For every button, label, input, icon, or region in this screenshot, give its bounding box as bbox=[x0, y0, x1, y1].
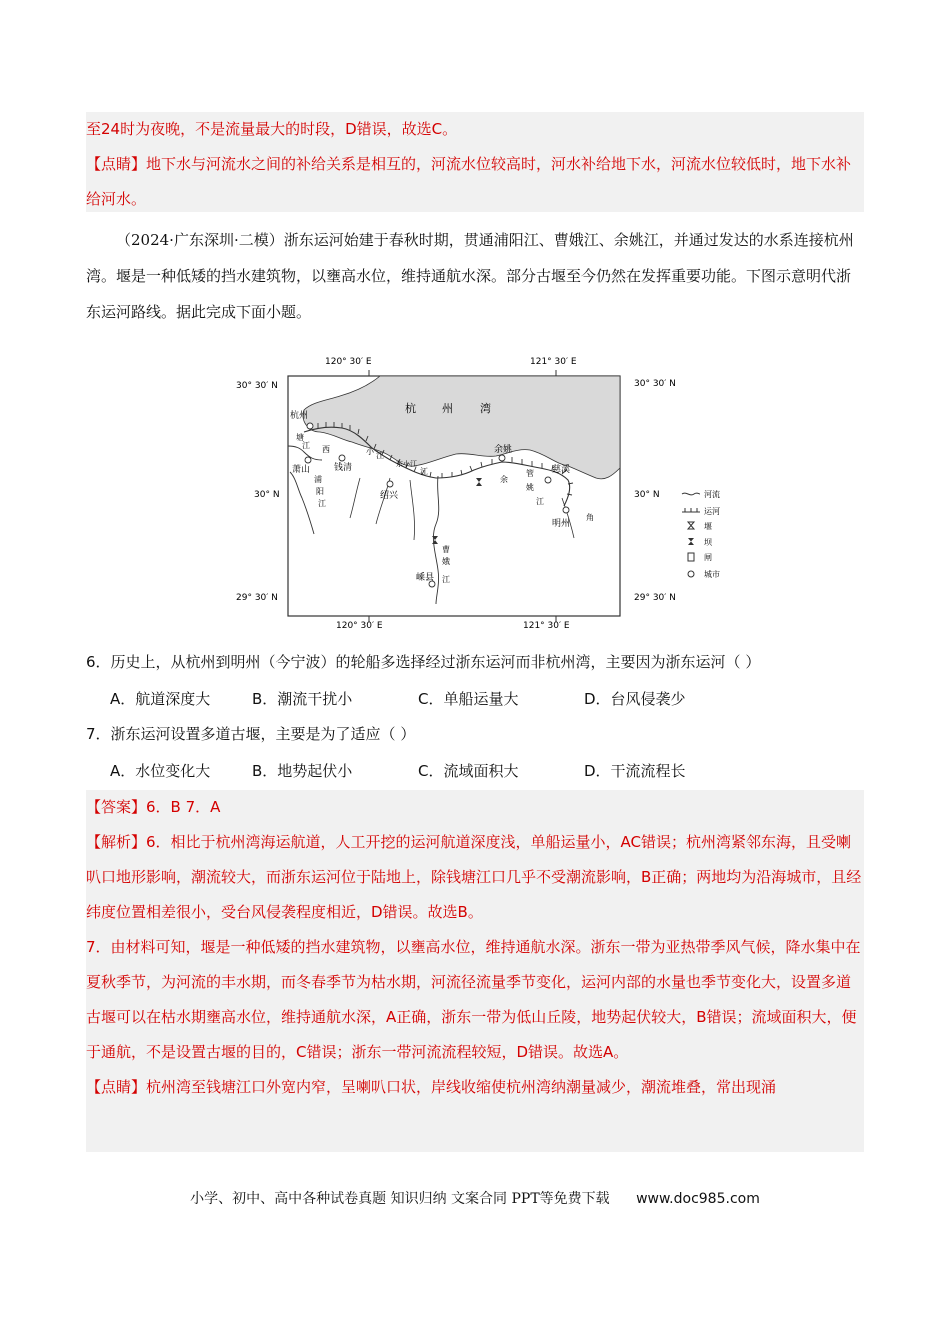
point-label-1: 【点睛】 bbox=[86, 155, 147, 173]
city-mingzhou bbox=[563, 507, 569, 513]
answer-label: 【答案】 bbox=[86, 798, 147, 816]
city-cixi bbox=[545, 477, 551, 483]
bay-label-2: 州 bbox=[442, 402, 453, 415]
label-hangzhou: 杭州 bbox=[290, 411, 309, 421]
intro-paragraph: （2024·广东深圳·二模）浙东运河始建于春秋时期，贯通浦阳江、曹娥江、余姚江，并通过发达的水系连接杭州湾。堰是一种低矮的挡水建筑物，以壅高水位，维持通航水深。部分古堰至今仍然在发挥重要功能。下图示意明代浙东运河路线。据此完成下面小题。 bbox=[86, 231, 854, 321]
answer-line bbox=[86, 790, 864, 825]
river-label: 浦 bbox=[314, 475, 322, 484]
left-lat-label-2: 30° N bbox=[254, 490, 280, 500]
analysis-7: 7．由材料可知，堰是一种低矮的挡水建筑物，以壅高水位，维持通航水深。浙东一带为亚热带季风气候，降水集中在夏秋季节，为河流的丰水期，而冬春季节为枯水期，河流径流量季节变化，运河内部的水量也季节变化大，设置多道古堰可以在枯水期壅高水位，维持通航水深，A正确，浙东一带为低山丘陵，地势起伏较大，B错误；流域面积大，便于通航，不是设置古堰的目的，C错误；浙东一带河流流程较短，D错误。故选A。 bbox=[86, 938, 861, 1061]
prev-analysis-tail: 至24时为夜晚，不是流量最大的时段，D错误，故选C。 bbox=[86, 120, 458, 138]
canal-map bbox=[230, 348, 720, 628]
legend-river: 河流 bbox=[704, 490, 720, 499]
river-label: 余 bbox=[500, 475, 508, 484]
point-text-1: 地下水与河流水之间的补给关系是相互的，河流水位较高时，河水补给地下水，河流水位较低时，地下水补给河水。 bbox=[86, 155, 852, 208]
footer-url[interactable]: www.doc985.com bbox=[636, 1191, 760, 1207]
river-label: 江 bbox=[442, 575, 450, 584]
river-label: 曹 bbox=[442, 545, 450, 554]
label-mingzhou: 明州 bbox=[552, 519, 571, 529]
left-lat-label-3: 29° 30′ N bbox=[236, 593, 278, 603]
river-label: 江 bbox=[420, 467, 428, 476]
q6-option-a: A．航道深度大 bbox=[110, 690, 211, 708]
point-note-2 bbox=[86, 1070, 864, 1105]
left-lat-label-1: 30° 30′ N bbox=[236, 381, 278, 391]
point-text-2: 杭州湾至钱塘江口外宽内窄，呈喇叭口状，岸线收缩使杭州湾纳潮量减少，潮流堆叠，常出现涌 bbox=[146, 1078, 777, 1096]
point-label-2: 【点睛】 bbox=[86, 1078, 147, 1096]
legend-weir: 堰 bbox=[704, 522, 712, 531]
answer-text: 6．B 7．A bbox=[146, 798, 221, 816]
city-yuyao bbox=[499, 455, 505, 461]
question-7-stem: 7．浙东运河设置多道古堰，主要是为了适应（ ） bbox=[86, 725, 416, 743]
analysis-6-text: 6．相比于杭州湾海运航道，人工开挖的运河航道深度浅，单船运量小，AC错误；杭州湾紧邻东海，且受喇叭口地形影响，潮流较大，而浙东运河位于陆地上，除钱塘江口几乎不受潮流影响，B正确；两地均为沿海城市，且经纬度位置相差很小，受台风侵袭程度相近，D错误。故选B。 bbox=[86, 833, 862, 921]
right-lat-label-3: 29° 30′ N bbox=[634, 593, 676, 603]
city-qianqing bbox=[339, 455, 345, 461]
river-label: 东小江 bbox=[396, 460, 417, 468]
label-shaoxing: 绍兴 bbox=[380, 491, 399, 501]
prev-analysis-block bbox=[86, 112, 864, 212]
point-note-1 bbox=[86, 147, 864, 217]
q6-option-c: C．单船运量大 bbox=[418, 690, 519, 708]
footer-text: 小学、初中、高中各种试卷真题 知识归纳 文案合同 PPT等免费下载 bbox=[190, 1191, 610, 1207]
river-label: 西 bbox=[322, 445, 330, 454]
map-legend bbox=[682, 489, 720, 579]
river-label: 江 bbox=[536, 497, 544, 506]
q7-option-d: D．干流流程长 bbox=[584, 762, 686, 780]
answer-analysis-block bbox=[86, 790, 864, 1152]
page-footer bbox=[0, 1188, 950, 1208]
label-xiaoshan: 萧山 bbox=[292, 465, 311, 475]
legend-dam: 坝 bbox=[704, 538, 712, 547]
label-qianqing: 钱清 bbox=[334, 463, 353, 473]
label-shengxian: 嵊县 bbox=[416, 573, 435, 583]
river-label: 娥 bbox=[442, 557, 450, 566]
q7-option-c: C．流域面积大 bbox=[418, 762, 519, 780]
river-label: 江 bbox=[318, 499, 326, 508]
legend-city: 城市 bbox=[704, 570, 720, 579]
city-xiaoshan bbox=[305, 457, 311, 463]
bottom-lon-label-1: 120° 30′ E bbox=[336, 621, 383, 628]
q7-option-a: A．水位变化大 bbox=[110, 762, 211, 780]
right-lat-label-2: 30° N bbox=[634, 490, 660, 500]
river-label: 塘 bbox=[296, 433, 304, 442]
top-lon-label-2: 121° 30′ E bbox=[530, 357, 577, 367]
legend-canal: 运河 bbox=[704, 507, 720, 516]
q6-option-b: B．潮流干扰小 bbox=[252, 690, 353, 708]
river-label: 小 bbox=[366, 447, 374, 456]
analysis-label: 【解析】 bbox=[86, 833, 147, 851]
right-lat-label-1: 30° 30′ N bbox=[634, 379, 676, 389]
q6-option-d: D．台风侵袭少 bbox=[584, 690, 686, 708]
analysis-6 bbox=[86, 825, 864, 930]
river-label: 角 bbox=[586, 513, 594, 522]
river-label: 江 bbox=[302, 441, 310, 450]
bay-label-1: 杭 bbox=[405, 402, 416, 415]
river-label: 管 bbox=[526, 469, 534, 478]
bottom-lon-label-2: 121° 30′ E bbox=[523, 621, 570, 628]
question-6-stem: 6．历史上，从杭州到明州（今宁波）的轮船多选择经过浙东运河而非杭州湾，主要因为浙东运河（ ） bbox=[86, 653, 761, 671]
bay-label-3: 湾 bbox=[480, 402, 491, 415]
river-label: 姚 bbox=[526, 483, 534, 492]
river-label: 阳 bbox=[316, 487, 324, 496]
city-shaoxing bbox=[387, 481, 393, 487]
label-cixi: 慈溪 bbox=[552, 465, 571, 475]
label-yuyao: 余姚 bbox=[494, 445, 513, 455]
top-lon-label-1: 120° 30′ E bbox=[325, 357, 372, 367]
river-label: 江 bbox=[376, 451, 384, 460]
q7-option-b: B．地势起伏小 bbox=[252, 762, 353, 780]
city-hangzhou bbox=[307, 423, 313, 429]
legend-sluice: 闸 bbox=[704, 553, 712, 562]
